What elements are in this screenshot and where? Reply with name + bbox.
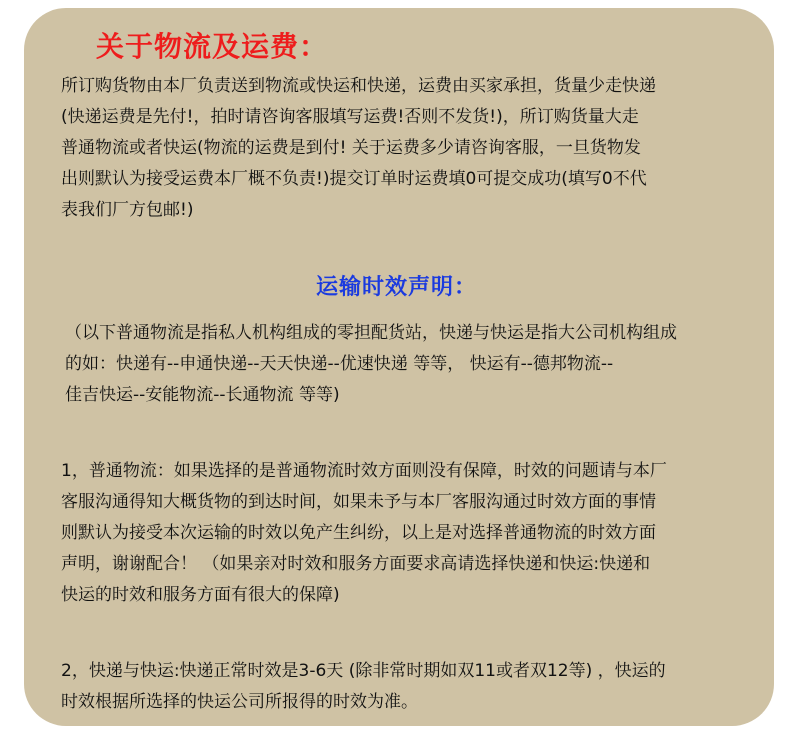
paragraph-line: 则默认为接受本次运输的时效以免产生纠纷，以上是对选择普通物流的时效方面 (61, 523, 656, 543)
paragraph-line: 出则默认为接受运费本厂概不负责!)提交订单时运费填0可提交成功(填写0不代 (61, 169, 647, 189)
notice-card (24, 8, 774, 726)
timeliness-item-2 (61, 656, 761, 718)
paragraph-line: 普通物流或者快运(物流的运费是到付! 关于运费多少请咨询客服，一旦货物发 (61, 138, 641, 158)
paragraph-line: （以下普通物流是指私人机构组成的零担配货站，快递与快运是指大公司机构组成 (65, 323, 677, 343)
paragraph-line: 的如：快递有--申通快递--天天快递--优速快递 等等， 快运有--德邦物流-- (65, 354, 614, 374)
shipping-title: 关于物流及运费： (96, 30, 329, 63)
paragraph-line: 快运的时效和服务方面有很大的保障) (61, 585, 340, 605)
paragraph-line: 所订购货物由本厂负责送到物流或快运和快递，运费由买家承担，货量少走快递 (61, 76, 656, 96)
paragraph-line: 时效根据所选择的快运公司所报得的时效为准。 (61, 692, 418, 712)
paragraph-line: (快递运费是先付!，拍时请咨询客服填写运费!否则不发货!)，所订购货量大走 (61, 107, 639, 127)
paragraph-line: 声明，谢谢配合！ （如果亲对时效和服务方面要求高请选择快递和快运:快递和 (61, 554, 651, 574)
paragraph-line: 1，普通物流：如果选择的是普通物流时效方面则没有保障，时效的问题请与本厂 (61, 461, 667, 481)
paragraph-line: 2，快递与快运:快递正常时效是3-6天 (除非常时期如双11或者双12等) ，快运的 (61, 661, 666, 681)
shipping-paragraph (61, 71, 761, 226)
timeliness-item-1 (61, 456, 761, 611)
paragraph-line: 表我们厂方包邮!) (61, 200, 194, 220)
paragraph-line: 客服沟通得知大概货物的到达时间，如果未予与本厂客服沟通过时效方面的事情 (61, 492, 656, 512)
timeliness-intro (65, 318, 765, 411)
timeliness-title: 运输时效声明： (316, 275, 478, 300)
paragraph-line: 佳吉快运--安能物流--长通物流 等等) (65, 385, 340, 405)
